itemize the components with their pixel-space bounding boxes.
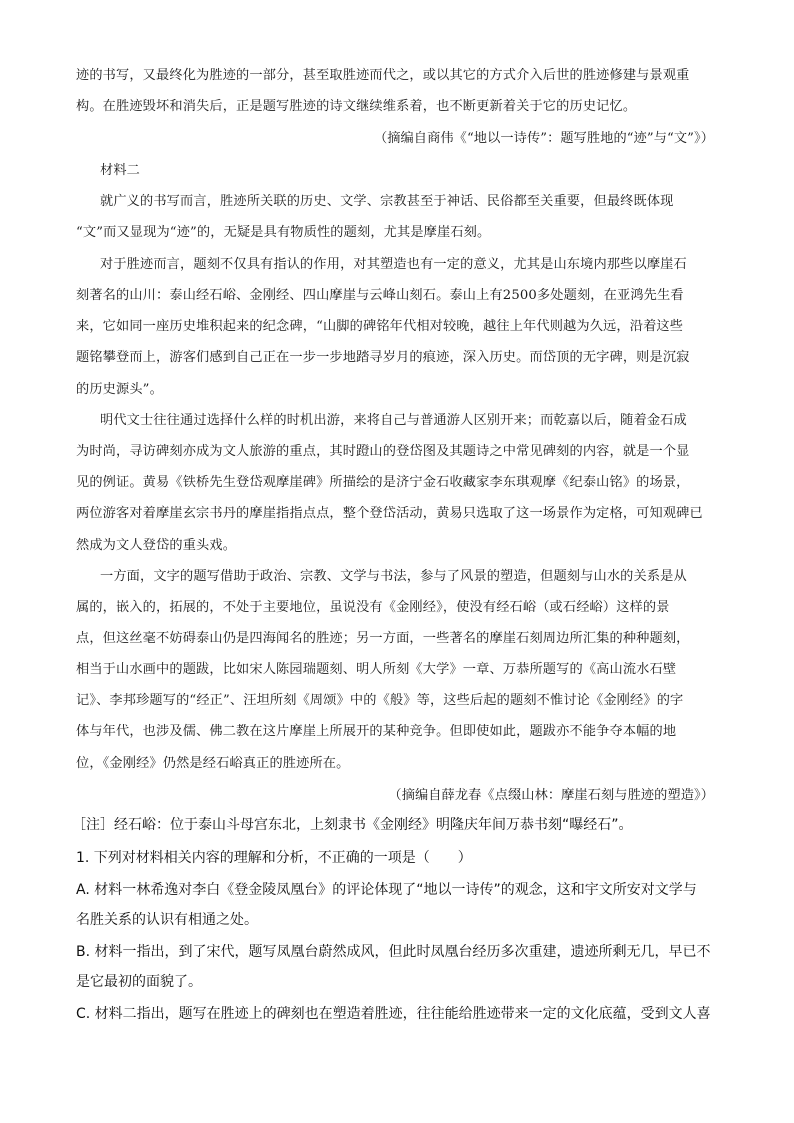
text-line: 体与年代，也涉及儒、佛二教在这片摩崖上所展开的某种竞争。但即使如此，题跋亦不能争夺本幅的地 xyxy=(76,724,677,739)
text-line: 的历史源头”。 xyxy=(76,382,163,397)
text-line: 见的例证。黄易《铁桥先生登岱观摩崖碑》所描绘的是济宁金石收藏家李东琪观摩《纪泰山铭》的场景， xyxy=(76,475,690,490)
text-line: 位，《金刚经》仍然是经石峪真正的胜迹所在。 xyxy=(76,756,350,771)
option-b-line: B. 材料一指出，到了宋代，题写凤凰台蔚然成风，但此时凤凰台经历多次重建，遗迹所剩无几，早已不 xyxy=(76,944,711,960)
text-line: 来，它如同一座历史堆积起来的纪念碑，“山脚的碑铭年代相对较晚，越往上年代则越为久远，沿着这些 xyxy=(76,319,684,334)
text-line: 为时尚，寻访碑刻亦成为文人旅游的重点，其时蹬山的登岱图及其题诗之中常见碑刻的内容，就是一个显 xyxy=(76,444,690,459)
text-line: 题铭攀登而上，游客们感到自己正在一步一步地踏寻岁月的痕迹，深入历史。而岱顶的无字碑，则是沉寂 xyxy=(76,350,690,365)
text-line: 记》、李邦珍题写的“经正”、汪坦所刻《周颂》中的《般》等，这些后起的题刻不惟讨论《金刚经》的字 xyxy=(76,693,684,708)
option-a-line: 名胜关系的认识有相通之处。 xyxy=(76,912,258,928)
option-b-line: 是它最初的面貌了。 xyxy=(76,974,202,990)
option-c-line: C. 材料二指出，题写在胜迹上的碑刻也在塑造着胜迹，往往能给胜迹带来一定的文化底蕴，受到文人喜 xyxy=(76,1006,711,1022)
text-line: 明代文士往往通过选择什么样的时机出游，来将自己与普通游人区别开来；而乾嘉以后，随着金石成 xyxy=(100,413,687,428)
text-line: 构。在胜迹毁坏和消失后，正是题写胜迹的诗文继续维系着，也不断更新着关于它的历史记忆。 xyxy=(76,99,637,114)
text-line: 属的，嵌入的，拓展的，不处于主要地位，虽说没有《金刚经》，使没有经石峪（或石经峪）这样的景 xyxy=(76,600,670,615)
section-heading: 材料二 xyxy=(100,163,141,178)
text-line: 刻著名的山川：泰山经石峪、金刚经、四山摩崖与云峰山刻石。泰山上有2500多处题刻，在亚鸿先生看 xyxy=(76,288,684,303)
option-a-line: A. 材料一林希逸对李白《登金陵凤凰台》的评论体现了“地以一诗传”的观念，这和宇文所安对文学与 xyxy=(76,882,697,898)
text-line: 迹的书写，又最终化为胜迹的一部分，甚至取胜迹而代之，或以其它的方式介入后世的胜迹修建与景观重 xyxy=(76,68,690,83)
text-line: 相当于山水画中的题跋，比如宋人陈园瑞题刻、明人所刻《大学》一章、万恭所题写的《高山流水石壁 xyxy=(76,662,677,677)
text-line: 对于胜迹而言，题刻不仅具有指认的作用，对其塑造也有一定的意义，尤其是山东境内那些以摩崖石 xyxy=(100,257,687,272)
text-line: “文”而又显现为“迹”的，无疑是具有物质性的题刻，尤其是摩崖石刻。 xyxy=(76,225,491,240)
text-line: 然成为文人登岱的重头戏。 xyxy=(76,538,237,553)
source-citation: （摘编自薛龙春《点缀山林：摩崖石刻与胜迹的塑造》） xyxy=(388,788,714,803)
text-line: 两位游客对着摩崖玄宗书丹的摩崖指指点点，整个登岱活动，黄易只选取了这一场景作为定格，可知观碑已 xyxy=(76,506,703,521)
text-line: 点，但这丝毫不妨碍泰山仍是四海闻名的胜迹；另一方面，一些著名的摩崖石刻周边所汇集的种种题刻， xyxy=(76,631,690,646)
question-stem: 1. 下列对材料相关内容的理解和分析，不正确的一项是（ ） xyxy=(76,850,472,866)
source-citation: （摘编自商伟《“地以一诗传”：题写胜地的“迹”与“文”》） xyxy=(373,131,714,146)
footnote: ［注］经石峪：位于泰山斗母宫东北，上刻隶书《金刚经》明隆庆年间万恭书刻“曝经石”。 xyxy=(72,817,633,833)
text-line: 一方面，文字的题写借助于政治、宗教、文学与书法，参与了风景的塑造，但题刻与山水的关系是从 xyxy=(100,569,687,584)
text-line: 就广义的书写而言，胜迹所关联的历史、文学、宗教甚至于神话、民俗都至关重要，但最终既体现 xyxy=(100,194,674,209)
